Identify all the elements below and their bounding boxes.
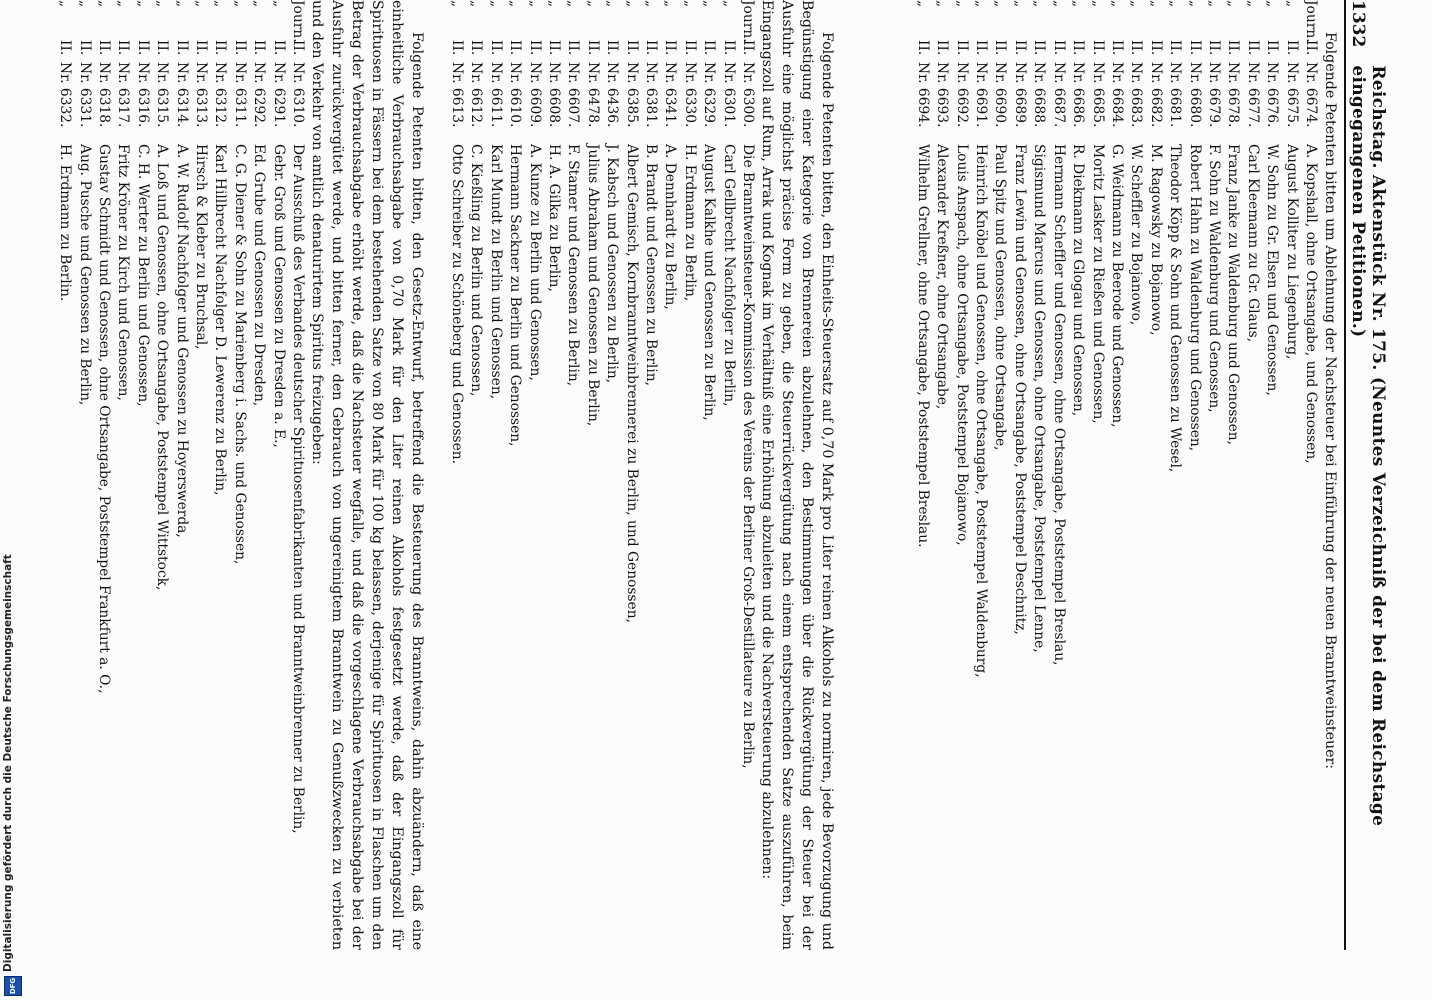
petition-number: Nr. 6691. bbox=[973, 62, 990, 128]
petition-row bbox=[249, 0, 268, 950]
petition-row bbox=[738, 0, 757, 950]
journal-series: II. bbox=[565, 40, 582, 56]
journal-marker: „ bbox=[526, 0, 543, 8]
journal-marker: „ bbox=[934, 0, 951, 8]
journal-marker: „ bbox=[1283, 0, 1300, 8]
petitioner-name: W. Sohn zu Gr. Elsen und Genossen, bbox=[1264, 144, 1281, 396]
petition-number: Nr. 6688. bbox=[1031, 62, 1048, 128]
journal-marker: „ bbox=[1031, 0, 1048, 8]
petition-number: Nr. 6315. bbox=[154, 62, 171, 128]
journal-marker: „ bbox=[642, 0, 659, 8]
petitioner-name: August Kolliter zu Liegenburg, bbox=[1283, 144, 1300, 360]
petition-number: Nr. 6613. bbox=[448, 62, 465, 128]
petition-list bbox=[447, 0, 758, 950]
petition-row bbox=[132, 0, 151, 950]
journal-series: II. bbox=[57, 40, 74, 56]
petitioner-name: Otto Schreiber zu Schöneberg und Genossen. bbox=[448, 144, 465, 465]
journal-series: II. bbox=[95, 40, 112, 56]
petitioner-name: Hirsch & Kleber zu Bruchsal, bbox=[192, 144, 209, 350]
petition-number: Nr. 6436. bbox=[604, 62, 621, 128]
dfg-logo-icon bbox=[4, 976, 22, 996]
journal-marker: „ bbox=[154, 0, 171, 8]
petition-number: Nr. 6341. bbox=[662, 62, 679, 128]
petition-number: Nr. 6313. bbox=[192, 62, 209, 128]
petitioner-name: H. A. Gilka zu Berlin, bbox=[545, 144, 562, 292]
petition-row bbox=[1262, 0, 1281, 950]
petition-row bbox=[1301, 0, 1320, 950]
journal-marker: „ bbox=[701, 0, 718, 8]
petition-row bbox=[563, 0, 582, 950]
journal-marker: „ bbox=[662, 0, 679, 8]
rotated-document-sheet bbox=[12, 0, 1388, 950]
journal-series: II. bbox=[1011, 40, 1028, 56]
petitioner-name: Alexander Kreßner, ohne Ortsangabe, bbox=[934, 144, 951, 410]
petitioner-name: C. H. Werter zu Berlin und Genossen, bbox=[134, 144, 151, 407]
petitioner-name: C. G. Diener & Sohn zu Marienberg i. Sachs. und Genossen, bbox=[231, 144, 248, 565]
petition-row bbox=[1068, 0, 1087, 950]
journal-marker: „ bbox=[270, 0, 287, 8]
dfg-logo-text: DFG bbox=[9, 977, 17, 995]
journal-series: II. bbox=[290, 40, 306, 56]
petition-row bbox=[113, 0, 132, 950]
journal-series: II. bbox=[545, 40, 562, 56]
petition-number: Nr. 6318. bbox=[95, 62, 112, 128]
journal-marker: „ bbox=[115, 0, 132, 8]
petitioner-name: A. W. Rudolf Nachfolger und Genossen zu Hoyerswerda, bbox=[173, 144, 190, 538]
journal-series: II. bbox=[76, 40, 93, 56]
petitioner-name: J. Kabsch und Genossen zu Berlin, bbox=[604, 144, 621, 384]
petition-row bbox=[912, 0, 931, 950]
journal-series: II. bbox=[1303, 40, 1319, 56]
petitioner-name: Louis Anspach, ohne Ortsangabe, Poststempel Bojanowo, bbox=[953, 144, 970, 546]
petitioner-name: Karl Hillbrecht Nachfolger D. Lewerenz zu Berlin, bbox=[212, 144, 229, 496]
petition-number: Nr. 6674. bbox=[1303, 62, 1319, 128]
petition-row bbox=[485, 0, 504, 950]
petitioner-name: F. Stamer und Genossen zu Berlin, bbox=[565, 144, 582, 387]
petitioner-name: Der Ausschuß des Verbandes deutscher Spirituosenfabrikanten und Branntweinbrenner zu Berlin, bbox=[290, 144, 306, 834]
petition-row bbox=[544, 0, 563, 950]
journal-marker: „ bbox=[1225, 0, 1242, 8]
journal-marker: „ bbox=[914, 0, 931, 8]
journal-marker: „ bbox=[57, 0, 74, 8]
petition-row bbox=[268, 0, 287, 950]
journal-series: II. bbox=[154, 40, 171, 56]
petitioner-name: Carl Gellbrecht Nachfolger zu Berlin, bbox=[720, 144, 737, 407]
petition-number: Nr. 6331. bbox=[76, 62, 93, 128]
petition-number: Nr. 6694. bbox=[914, 62, 931, 128]
petition-row bbox=[1281, 0, 1300, 950]
journal-series: II. bbox=[270, 40, 287, 56]
petition-number: Nr. 6683. bbox=[1128, 62, 1145, 128]
petition-number: Nr. 6693. bbox=[934, 62, 951, 128]
petitioner-name: A. Dennhardt zu Berlin, bbox=[662, 144, 679, 310]
petitioner-name: Karl Mundt zu Berlin und Genossen, bbox=[487, 144, 504, 400]
petition-list bbox=[55, 0, 307, 950]
petitioner-name: Gustav Schmidt und Genossen, ohne Ortsangabe, Poststempel Frankfurt a. O., bbox=[95, 144, 112, 694]
petition-row bbox=[447, 0, 466, 950]
petition-row bbox=[660, 0, 679, 950]
page-header bbox=[1344, 0, 1388, 950]
petition-number: Nr. 6682. bbox=[1147, 62, 1164, 128]
petitioner-name: A. Loß und Genossen, ohne Ortsangabe, Poststempel Wittstock, bbox=[154, 144, 171, 591]
petition-number: Nr. 6385. bbox=[623, 62, 640, 128]
petition-number: Nr. 6381. bbox=[642, 62, 659, 128]
petition-row bbox=[152, 0, 171, 950]
section-ablehnung-nachsteuer bbox=[912, 0, 1340, 950]
petition-row bbox=[1223, 0, 1242, 950]
petition-row bbox=[74, 0, 93, 950]
journal-marker: „ bbox=[584, 0, 601, 8]
petition-number: Nr. 6314. bbox=[173, 62, 190, 128]
journal-marker: „ bbox=[973, 0, 990, 8]
page-header-title: Reichstag. Aktenstück Nr. 175. (Neuntes Verzeichniß der bei dem Reichstage eingegangenen Petitionen.) bbox=[1348, 65, 1388, 827]
petition-number: Nr. 6678. bbox=[1225, 62, 1242, 128]
page-number: 1332 bbox=[1348, 0, 1368, 48]
petition-number: Nr. 6300. bbox=[740, 62, 756, 128]
journal-series: II. bbox=[642, 40, 659, 56]
petition-row bbox=[679, 0, 698, 950]
petition-row bbox=[1242, 0, 1261, 950]
journal-marker: „ bbox=[623, 0, 640, 8]
petition-number: Nr. 6316. bbox=[134, 62, 151, 128]
footer-credit-text: Digitalisierung gefördert durch die Deutsche Forschungsgemeinschaft bbox=[2, 554, 14, 972]
journal-series: II. bbox=[1225, 40, 1242, 56]
petition-number: Nr. 6676. bbox=[1264, 62, 1281, 128]
petition-number: Nr. 6312. bbox=[212, 62, 229, 128]
petition-number: Nr. 6310. bbox=[290, 62, 306, 128]
journal-marker: „ bbox=[192, 0, 209, 8]
journal-series: II. bbox=[526, 40, 543, 56]
journal-series: II. bbox=[448, 40, 465, 56]
journal-series: II. bbox=[973, 40, 990, 56]
journal-series: II. bbox=[115, 40, 132, 56]
petitioner-name: Paul Spitz und Genossen, ohne Ortsangabe, bbox=[992, 144, 1009, 451]
journal-marker: „ bbox=[1011, 0, 1028, 8]
petition-row bbox=[621, 0, 640, 950]
petition-row bbox=[1029, 0, 1048, 950]
petition-row bbox=[699, 0, 718, 950]
petitioner-name: Heinrich Knöbel und Genossen, ohne Ortsangabe, Poststempel Waldenburg, bbox=[973, 144, 990, 678]
petitioner-name: Theodor Köpp & Sohn und Genossen zu Wesel, bbox=[1167, 144, 1184, 473]
journal-series: II. bbox=[1244, 40, 1261, 56]
journal-marker: „ bbox=[134, 0, 151, 8]
petition-row bbox=[602, 0, 621, 950]
petitioner-name: Hermann Scheffler und Genossen, ohne Ortsangabe, Poststempel Breslau, bbox=[1050, 144, 1067, 666]
petition-number: Nr. 6610. bbox=[507, 62, 524, 128]
journal-marker: Journ. bbox=[290, 0, 306, 43]
journal-marker: „ bbox=[953, 0, 970, 8]
section-einheits-steuersatz bbox=[447, 0, 838, 950]
journal-series: II. bbox=[720, 40, 737, 56]
petition-number: Nr. 6329. bbox=[701, 62, 718, 128]
section-gesetz-entwurf bbox=[55, 0, 427, 950]
journal-marker: „ bbox=[545, 0, 562, 8]
petition-row bbox=[1145, 0, 1164, 950]
petition-number: Nr. 6675. bbox=[1283, 62, 1300, 128]
petition-row bbox=[641, 0, 660, 950]
journal-series: II. bbox=[192, 40, 209, 56]
petition-number: Nr. 6292. bbox=[251, 62, 268, 128]
petition-number: Nr. 6607. bbox=[565, 62, 582, 128]
journal-marker: „ bbox=[212, 0, 229, 8]
journal-series: II. bbox=[212, 40, 229, 56]
journal-series: II. bbox=[953, 40, 970, 56]
petitioner-name: M. Ragowsky zu Bojanowo, bbox=[1147, 144, 1164, 336]
petitioner-name: A. Kopshall, ohne Ortsangabe, und Genossen, bbox=[1303, 144, 1319, 464]
petition-row bbox=[951, 0, 970, 950]
journal-series: II. bbox=[662, 40, 679, 56]
petition-number: Nr. 6692. bbox=[953, 62, 970, 128]
petitioner-name: Sigismund Marcus und Genossen, ohne Ortsangabe, Poststempel Lenne, bbox=[1031, 144, 1048, 653]
journal-series: II. bbox=[701, 40, 718, 56]
petition-number: Nr. 6612. bbox=[468, 62, 485, 128]
petition-row bbox=[1087, 0, 1106, 950]
journal-series: II. bbox=[1050, 40, 1067, 56]
petition-number: Nr. 6317. bbox=[115, 62, 132, 128]
petition-row bbox=[1184, 0, 1203, 950]
petition-row bbox=[229, 0, 248, 950]
petitioner-name: Robert Hahn zu Waldenburg und Genossen, bbox=[1186, 144, 1203, 452]
petition-row bbox=[1048, 0, 1067, 950]
petition-row bbox=[505, 0, 524, 950]
petition-number: Nr. 6690. bbox=[992, 62, 1009, 128]
petitioner-name: H. Erdmann zu Berlin, bbox=[681, 144, 698, 302]
journal-series: II. bbox=[1186, 40, 1203, 56]
petitioner-name: F. Sohn zu Waldenburg und Genossen, bbox=[1205, 144, 1222, 413]
petition-number: Nr. 6311. bbox=[231, 62, 248, 128]
petition-number: Nr. 6330. bbox=[681, 62, 698, 128]
petitioner-name: Carl Kleemann zu Gr. Glaus, bbox=[1244, 144, 1261, 343]
journal-marker: „ bbox=[487, 0, 504, 8]
journal-series: II. bbox=[1128, 40, 1145, 56]
digitization-footer bbox=[2, 0, 24, 1000]
petition-number: Nr. 6301. bbox=[720, 62, 737, 128]
petition-row bbox=[582, 0, 601, 950]
petitioner-name: B. Brandt und Genossen zu Berlin, bbox=[642, 144, 659, 387]
petition-number: Nr. 6478. bbox=[584, 62, 601, 128]
journal-series: II. bbox=[1205, 40, 1222, 56]
journal-series: II. bbox=[914, 40, 931, 56]
petition-number: Nr. 6677. bbox=[1244, 62, 1261, 128]
section-intro: Folgende Petenten bitten, den Einheits-Steuersatz auf 0,70 Mark pro Liter reinen Alkohols zu normiren, jede Bevorzugung und Begünstigung einer Kategorie von Brennereien abzulehnen, den Bestimmungen über die Rückvergütung der Steuer bei der Ausfuhr eine möglichst präcise Form zu geben, die Steuerrückvergütung nach einem entsprechenden Satze auszuführen, beim Eingangszoll auf Rum, Arrak und Kognak im Verhältniß eine Erhöhung abzuleiten und die Nachversteuerung abzulehnen: bbox=[759, 0, 835, 950]
petition-row bbox=[288, 0, 307, 950]
journal-marker: „ bbox=[507, 0, 524, 8]
journal-marker: Journ. bbox=[740, 0, 756, 43]
petition-number: Nr. 6681. bbox=[1167, 62, 1184, 128]
journal-marker: „ bbox=[468, 0, 485, 8]
journal-marker: „ bbox=[1264, 0, 1281, 8]
journal-series: II. bbox=[507, 40, 524, 56]
petition-number: Nr. 6609. bbox=[526, 62, 543, 128]
journal-series: II. bbox=[604, 40, 621, 56]
journal-marker: „ bbox=[604, 0, 621, 8]
journal-series: II. bbox=[251, 40, 268, 56]
journal-series: II. bbox=[584, 40, 601, 56]
petition-row bbox=[210, 0, 229, 950]
petition-row bbox=[1165, 0, 1184, 950]
petition-number: Nr. 6687. bbox=[1050, 62, 1067, 128]
journal-series: II. bbox=[623, 40, 640, 56]
journal-series: II. bbox=[681, 40, 698, 56]
journal-marker: „ bbox=[448, 0, 465, 8]
journal-marker: „ bbox=[1186, 0, 1203, 8]
journal-series: II. bbox=[134, 40, 151, 56]
petitioner-name: A. Kunze zu Berlin und Genossen, bbox=[526, 144, 543, 381]
petition-number: Nr. 6291. bbox=[270, 62, 287, 128]
petition-number: Nr. 6608. bbox=[545, 62, 562, 128]
petitioner-name: Aug. Pusche und Genossen zu Berlin, bbox=[76, 144, 93, 406]
petition-row bbox=[1204, 0, 1223, 950]
petitioner-name: Gebr. Groß und Genossen zu Dresden a. E., bbox=[270, 144, 287, 448]
petitioner-name: Wilhelm Grellner, ohne Ortsangabe, Poststempel Breslau. bbox=[914, 144, 931, 548]
journal-marker: „ bbox=[231, 0, 248, 8]
petition-list bbox=[912, 0, 1320, 950]
petition-row bbox=[1010, 0, 1029, 950]
journal-marker: „ bbox=[1070, 0, 1087, 8]
petition-number: Nr. 6689. bbox=[1011, 62, 1028, 128]
petition-row bbox=[94, 0, 113, 950]
petition-row bbox=[466, 0, 485, 950]
petitioner-name: W. Scheffler zu Bojanowo, bbox=[1128, 144, 1145, 326]
petition-number: Nr. 6611. bbox=[487, 62, 504, 128]
petitioner-name: August Kalkhe und Genossen zu Berlin, bbox=[701, 144, 718, 421]
journal-series: II. bbox=[1264, 40, 1281, 56]
journal-series: II. bbox=[468, 40, 485, 56]
journal-marker: „ bbox=[173, 0, 190, 8]
petition-row bbox=[932, 0, 951, 950]
petitioner-name: C. Kießling zu Berlin und Genossen, bbox=[468, 144, 485, 397]
journal-series: II. bbox=[1167, 40, 1184, 56]
petitioner-name: G. Weidmann zu Beerode und Genossen, bbox=[1108, 144, 1125, 428]
journal-series: II. bbox=[992, 40, 1009, 56]
petition-row bbox=[1126, 0, 1145, 950]
journal-series: II. bbox=[1070, 40, 1087, 56]
petitioner-name: Moritz Lasker zu Rießen und Genossen, bbox=[1089, 144, 1106, 424]
petitioner-name: Hermann Sackner zu Berlin und Genossen, bbox=[507, 144, 524, 447]
section-intro: Folgende Petenten bitten, den Gesetz-Entwurf, betreffend die Besteuerung des Branntweins, dahin abzuändern, daß eine einheitliche Verbrauchsabgabe von 0,70 Mark für den Liter reinen Alkohols festgesetzt werde, daß der Eingangszoll für Spirituosen in Fässern bei dem bestehenden Satze von 80 Mark für 100 kg belassen, derjenige für Spirituosen in Flaschen um den Betrag der Verbrauchsabgabe erhöht werde, daß die Nachsteuer wegfalle, und daß die vorgeschlagene Verbrauchsabgabe bei der Ausfuhr zurückvergütet werde, und bitten ferner, den Gebrauch von ungereinigtem Branntwein zu Genußzwecken zu verbieten und den Verkehr von amtlich denaturirtem Spiritus freizugeben: bbox=[309, 0, 425, 950]
petition-row bbox=[524, 0, 543, 950]
journal-series: II. bbox=[173, 40, 190, 56]
journal-marker: „ bbox=[681, 0, 698, 8]
petition-row bbox=[971, 0, 990, 950]
petitioner-name: Franz Janke zu Waldenburg und Genossen, bbox=[1225, 144, 1242, 446]
section-intro: Folgende Petenten bitten um Ablehnung der Nachsteuer bei Einführung der neuen Branntweinsteuer: bbox=[1322, 32, 1338, 770]
petition-row bbox=[171, 0, 190, 950]
petitioner-name: Julius Abraham und Genossen zu Berlin, bbox=[584, 144, 601, 427]
petition-row bbox=[191, 0, 210, 950]
petition-number: Nr. 6332. bbox=[57, 62, 74, 128]
journal-marker: „ bbox=[565, 0, 582, 8]
journal-series: II. bbox=[1108, 40, 1125, 56]
journal-series: II. bbox=[1283, 40, 1300, 56]
journal-series: II. bbox=[231, 40, 248, 56]
journal-marker: „ bbox=[1205, 0, 1222, 8]
journal-marker: „ bbox=[1108, 0, 1125, 8]
journal-marker: „ bbox=[95, 0, 112, 8]
journal-marker: „ bbox=[992, 0, 1009, 8]
journal-marker: „ bbox=[1244, 0, 1261, 8]
petition-number: Nr. 6685. bbox=[1089, 62, 1106, 128]
journal-marker: „ bbox=[1128, 0, 1145, 8]
petitioner-name: Fritz Kröner zu Kirch und Genossen, bbox=[115, 144, 132, 401]
petition-number: Nr. 6684. bbox=[1108, 62, 1125, 128]
journal-marker: „ bbox=[1089, 0, 1106, 8]
journal-marker: „ bbox=[1050, 0, 1067, 8]
journal-series: II. bbox=[1089, 40, 1106, 56]
petitioner-name: R. Diekmann zu Glogau und Genossen, bbox=[1070, 144, 1087, 417]
journal-marker: „ bbox=[76, 0, 93, 8]
petitioner-name: Franz Lewin und Genossen, ohne Ortsangabe, Poststempel Deschnitz, bbox=[1011, 144, 1028, 635]
journal-series: II. bbox=[1031, 40, 1048, 56]
journal-marker: Journ. bbox=[1303, 0, 1319, 43]
journal-series: II. bbox=[934, 40, 951, 56]
petitioner-name: Die Branntweinsteuer-Kommission des Vereins der Berliner Groß-Destillateure zu Berlin, bbox=[740, 144, 756, 769]
petition-row bbox=[990, 0, 1009, 950]
journal-series: II. bbox=[487, 40, 504, 56]
petition-row bbox=[55, 0, 74, 950]
journal-marker: „ bbox=[1147, 0, 1164, 8]
petition-number: Nr. 6679. bbox=[1205, 62, 1222, 128]
journal-marker: „ bbox=[720, 0, 737, 8]
petition-row bbox=[718, 0, 737, 950]
petition-row bbox=[1107, 0, 1126, 950]
journal-marker: „ bbox=[1167, 0, 1184, 8]
petition-number: Nr. 6686. bbox=[1070, 62, 1087, 128]
petition-number: Nr. 6680. bbox=[1186, 62, 1203, 128]
journal-series: II. bbox=[1147, 40, 1164, 56]
petitioner-name: Ed. Grube und Genossen zu Dresden, bbox=[251, 144, 268, 407]
journal-series: II. bbox=[740, 40, 756, 56]
journal-marker: „ bbox=[251, 0, 268, 8]
petitioner-name: Albert Gemisch, Kornbranntweinbrennerei zu Berlin, und Genossen, bbox=[623, 144, 640, 623]
petitioner-name: H. Erdmann zu Berlin. bbox=[57, 144, 74, 302]
